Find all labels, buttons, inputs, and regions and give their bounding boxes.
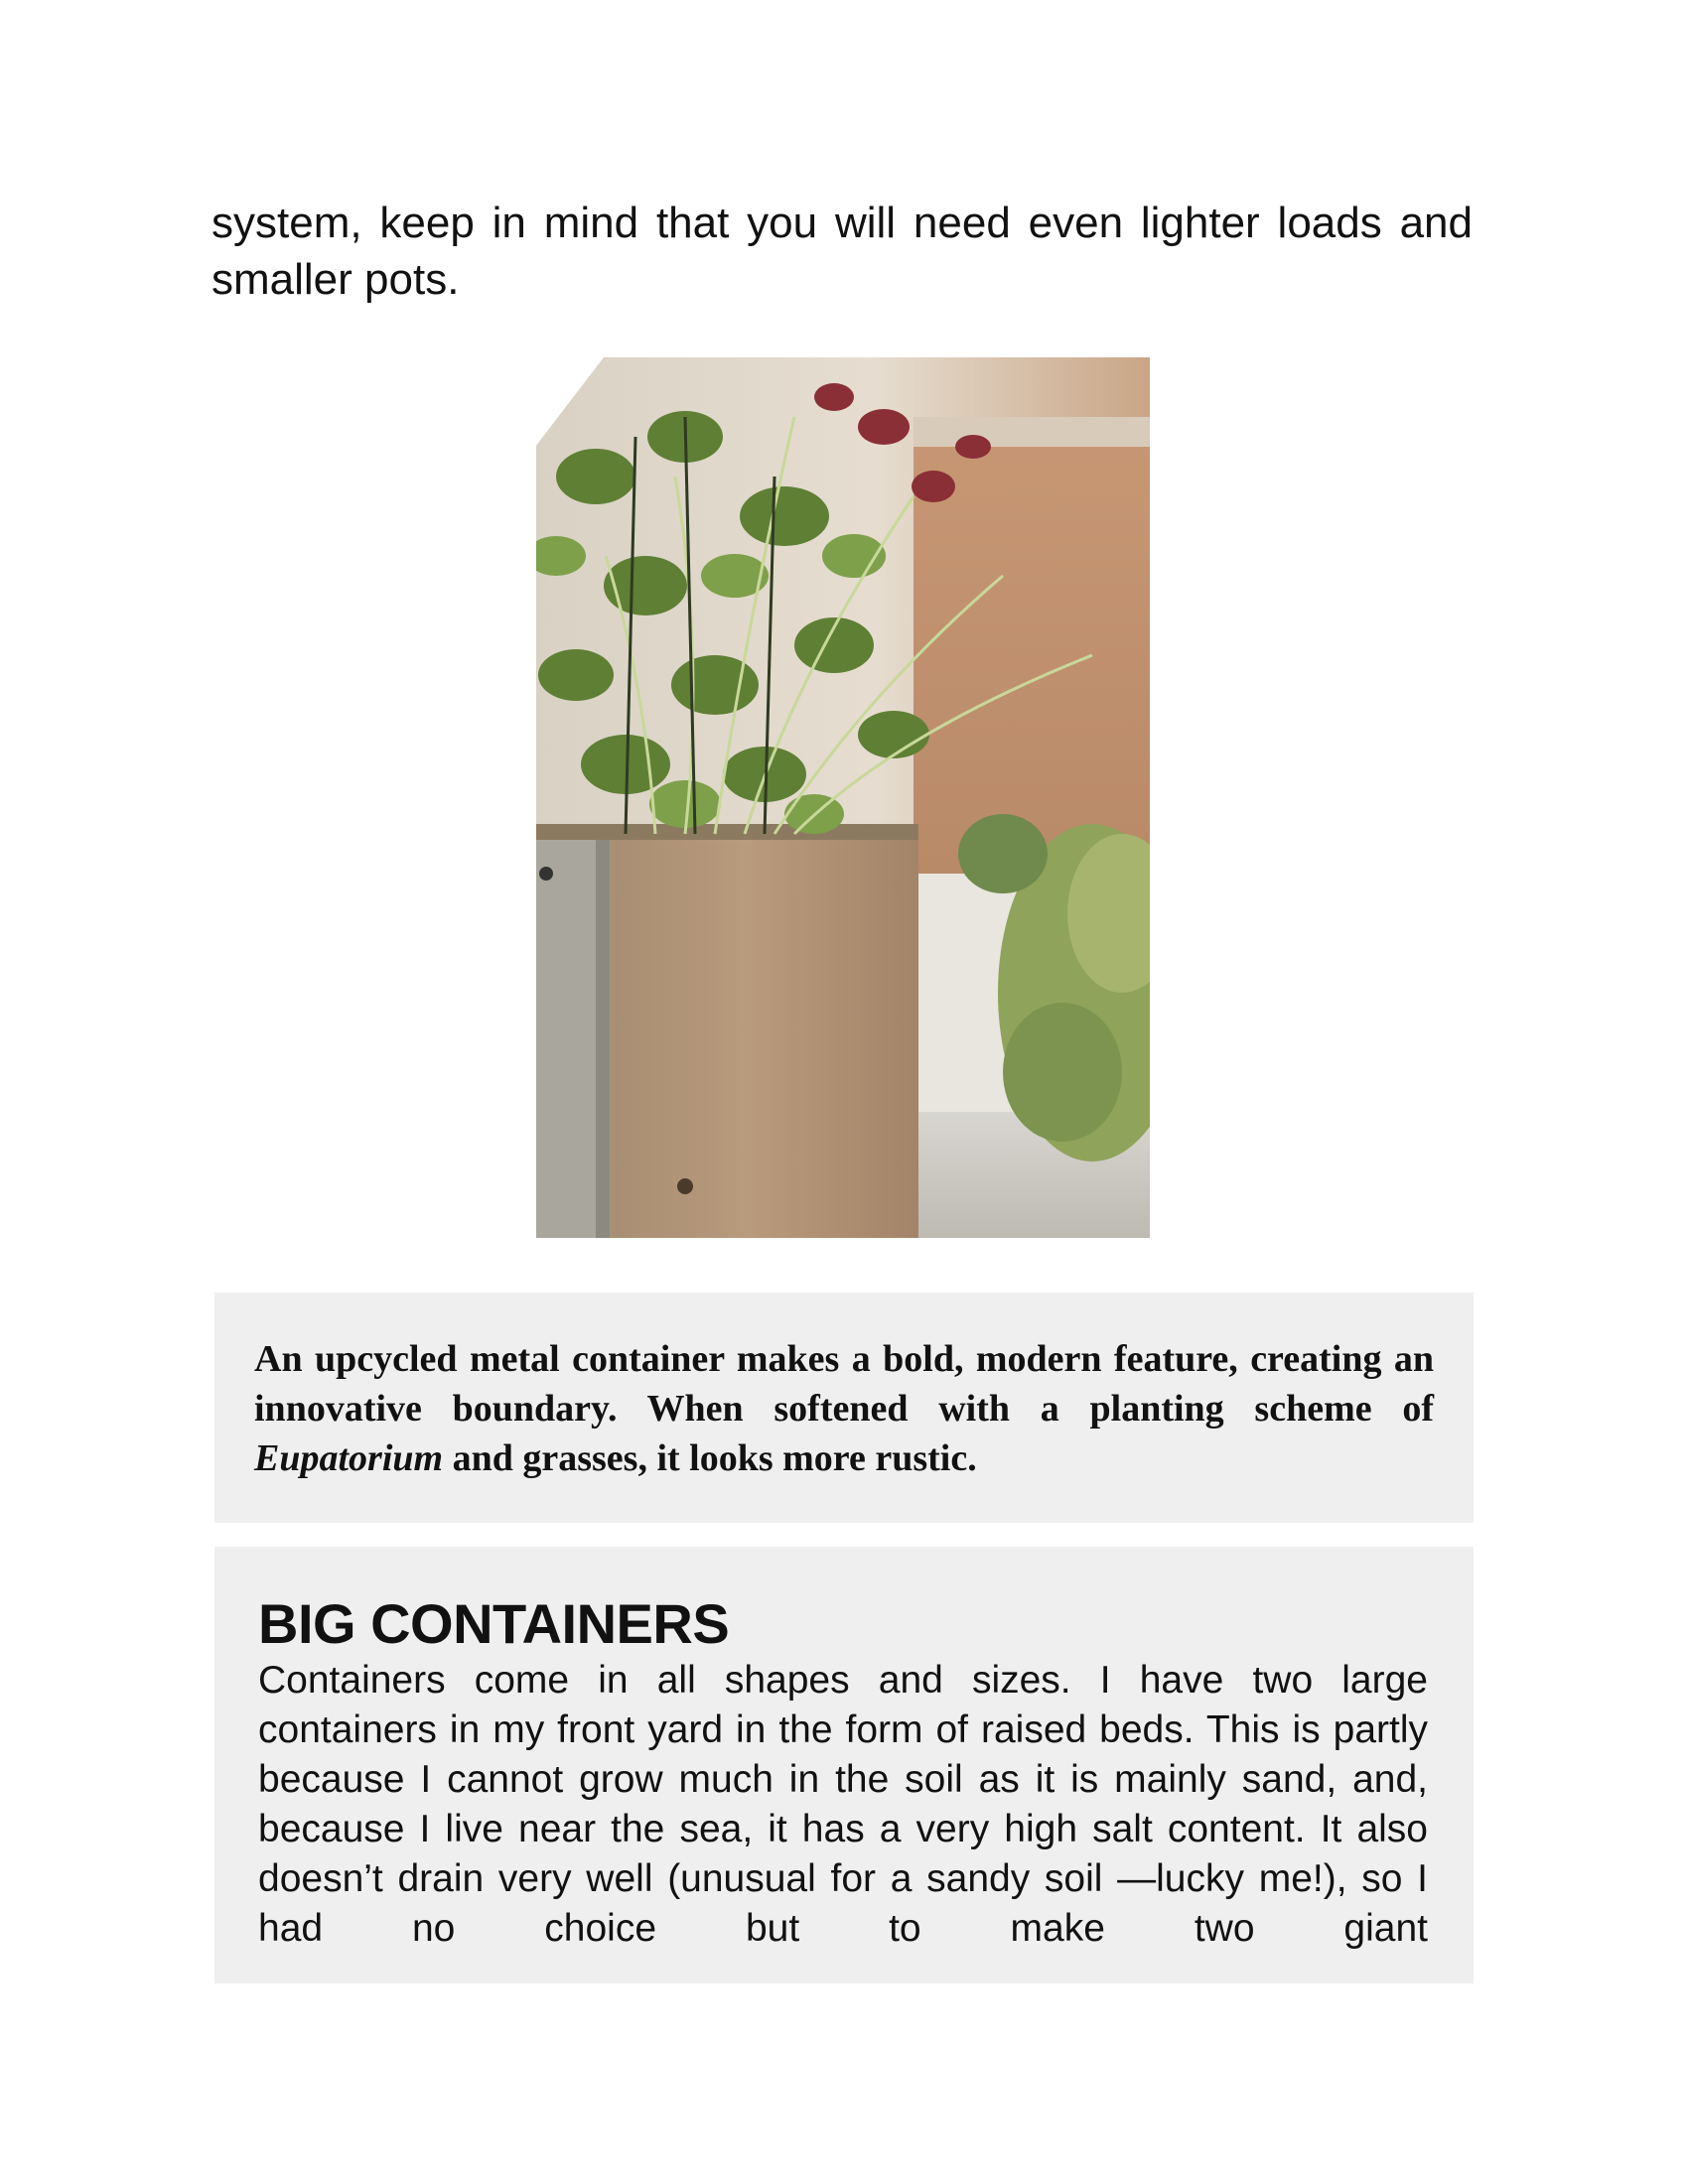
photo-caption	[254, 1334, 1434, 1483]
caption-text-end: and grasses, it looks more rustic.	[443, 1437, 977, 1479]
section-heading: BIG CONTAINERS	[258, 1592, 730, 1655]
big-containers-section	[214, 1547, 1474, 1983]
container-planter-photo	[536, 357, 1150, 1238]
photo-caption-box	[214, 1293, 1474, 1523]
planter-illustration	[536, 357, 1150, 1238]
caption-text-start: An upcycled metal container makes a bold, modern feature, creating an innovative boundary. When softened with a planting scheme of	[254, 1338, 1434, 1430]
intro-paragraph: system, keep in mind that you will need even lighter loads and smaller pots.	[211, 199, 1473, 304]
section-body: Containers come in all shapes and sizes. I have two large containers in my front yard in the form of raised beds. This is partly because I cannot grow much in the soil as it is mainly sand, and, because I live near the sea, it has a very high salt content. It also doesn’t drain very well (unusual for a sandy soil —lucky me!), so I had no choice but to make two giant	[258, 1659, 1428, 1950]
caption-plant-name: Eupatorium	[254, 1437, 444, 1479]
